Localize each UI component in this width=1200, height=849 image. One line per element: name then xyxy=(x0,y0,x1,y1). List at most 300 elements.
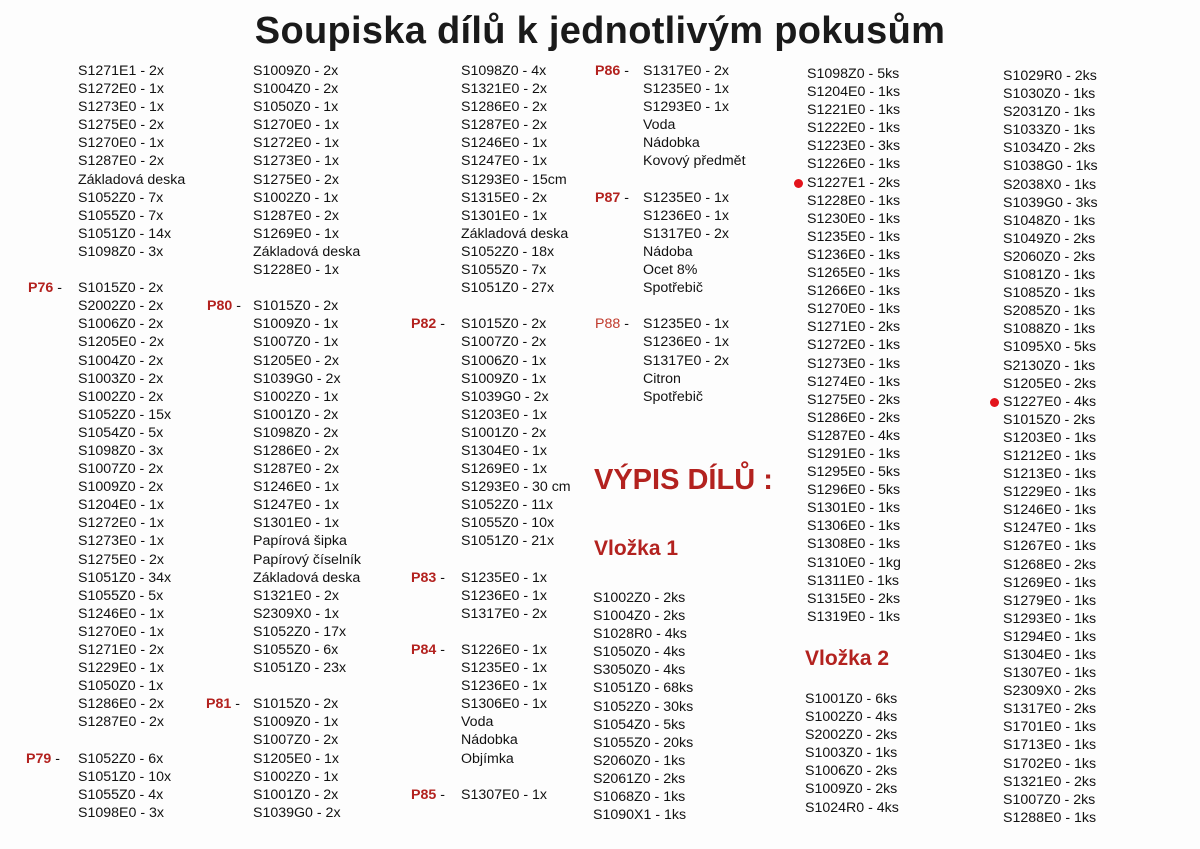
part-text: S1205E0 - 2ks xyxy=(1003,375,1097,392)
part-text: S1050Z0 - 4ks xyxy=(593,644,686,661)
part-line xyxy=(461,370,571,388)
part-line xyxy=(253,731,361,749)
part-line xyxy=(643,370,746,388)
part-text: S1007Z0 - 2x xyxy=(461,334,547,351)
part-line xyxy=(807,445,901,463)
part-text: S2085Z0 - 1ks xyxy=(1003,303,1096,320)
part-line xyxy=(807,174,901,192)
part-text: S1204E0 - 1ks xyxy=(807,84,901,101)
part-text: S1321E0 - 2x xyxy=(461,81,547,98)
part-text: S1272E0 - 1x xyxy=(78,515,164,532)
part-text: S1247E0 - 1ks xyxy=(1003,520,1097,537)
part-line xyxy=(807,210,901,228)
label-dash: - xyxy=(436,786,445,803)
part-line xyxy=(78,80,185,98)
part-line xyxy=(78,98,185,116)
part-text: Základová deska xyxy=(253,243,361,260)
part-text: S1051Z0 - 14x xyxy=(78,225,172,242)
part-line xyxy=(253,406,361,424)
part-line xyxy=(1003,610,1098,628)
part-text: S1266E0 - 1ks xyxy=(807,283,901,300)
part-text: S1054Z0 - 5x xyxy=(78,424,164,441)
part-text: S1052Z0 - 17x xyxy=(253,623,347,640)
part-text: S1055Z0 - 7x xyxy=(461,262,547,279)
part-line xyxy=(78,116,185,134)
part-text: S1304E0 - 1x xyxy=(461,442,547,459)
part-text: S1275E0 - 2x xyxy=(253,171,339,188)
part-line xyxy=(253,442,361,460)
part-line xyxy=(805,744,899,762)
part-line xyxy=(593,806,693,824)
part-line xyxy=(461,514,571,532)
part-text: S1307E0 - 1ks xyxy=(1003,665,1097,682)
part-text: S1271E0 - 2x xyxy=(78,642,164,658)
part-text: S1287E0 - 2x xyxy=(461,117,547,134)
label-dash: - xyxy=(620,63,629,79)
part-line xyxy=(807,336,901,354)
label-dash: - xyxy=(436,569,445,586)
part-line xyxy=(595,189,746,207)
part-text: S1052Z0 - 6x xyxy=(78,750,164,767)
part-text: S1315E0 - 2x xyxy=(461,189,547,206)
part-text: S1295E0 - 5ks xyxy=(807,464,901,481)
part-line xyxy=(411,569,571,587)
part-text: S1009Z0 - 2x xyxy=(253,63,339,79)
part-text: S1024R0 - 4ks xyxy=(805,799,899,816)
part-text: S2060Z0 - 1ks xyxy=(593,752,686,769)
part-text: S1098Z0 - 3x xyxy=(78,243,164,260)
part-line xyxy=(253,496,361,514)
parts-group xyxy=(595,189,746,298)
part-line xyxy=(461,731,571,749)
part-line xyxy=(643,116,746,134)
part-text: Papírový číselník xyxy=(253,551,362,568)
part-line xyxy=(805,799,899,817)
part-text: S1003Z0 - 2x xyxy=(78,370,164,387)
part-line xyxy=(1003,284,1098,302)
part-text: S1321E0 - 2ks xyxy=(1003,773,1097,790)
part-text: S1081Z0 - 1ks xyxy=(1003,267,1096,284)
part-line xyxy=(593,607,693,625)
part-line xyxy=(253,152,361,170)
part-line xyxy=(1003,411,1098,429)
part-text: S1052Z0 - 18x xyxy=(461,243,555,260)
part-text: S1205E0 - 1x xyxy=(253,750,339,767)
part-text: S1052Z0 - 11x xyxy=(461,497,554,514)
part-text: Základová deska xyxy=(78,171,186,188)
part-text: S1098Z0 - 2x xyxy=(253,424,339,441)
part-line xyxy=(461,496,571,514)
part-line xyxy=(593,698,693,716)
part-text: S1205E0 - 2x xyxy=(253,352,339,369)
experiment-label xyxy=(595,189,629,207)
experiment-label xyxy=(595,315,629,333)
part-text: S1009Z0 - 2x xyxy=(78,479,164,496)
parts-group xyxy=(253,62,361,279)
parts-column-4 xyxy=(595,62,746,406)
part-line xyxy=(1003,592,1098,610)
part-text: S1306E0 - 1x xyxy=(461,696,547,713)
part-line xyxy=(461,98,571,116)
part-text: S1275E0 - 2ks xyxy=(807,391,901,408)
part-text: S1051Z0 - 34x xyxy=(78,569,172,586)
part-text: S1229E0 - 1x xyxy=(78,660,164,677)
part-text: S1267E0 - 1ks xyxy=(1003,538,1097,555)
part-line xyxy=(78,786,185,804)
part-line xyxy=(807,463,901,481)
part-text: S1287E0 - 2x xyxy=(78,714,164,731)
part-line xyxy=(253,605,361,623)
part-text: S1265E0 - 1ks xyxy=(807,265,901,282)
part-text: S1009Z0 - 1x xyxy=(461,370,547,387)
part-line xyxy=(253,98,361,116)
experiment-code: P85 xyxy=(411,786,437,803)
part-line xyxy=(253,786,361,804)
part-text: S1235E0 - 1x xyxy=(643,189,729,206)
part-line xyxy=(1003,67,1098,85)
part-line xyxy=(1003,357,1098,375)
part-line xyxy=(807,554,901,572)
part-line xyxy=(807,409,901,427)
part-line xyxy=(807,391,901,409)
part-text: S1223E0 - 3ks xyxy=(807,138,901,155)
part-text: S1004Z0 - 2x xyxy=(78,352,164,369)
part-text: S1702E0 - 1ks xyxy=(1003,755,1097,772)
part-line xyxy=(1003,194,1098,212)
part-text: S1246E0 - 1x xyxy=(253,479,339,496)
part-line xyxy=(253,478,361,496)
part-line xyxy=(1003,664,1098,682)
part-line xyxy=(78,152,185,170)
part-text: Základová deska xyxy=(461,225,569,242)
part-text: S1269E0 - 1x xyxy=(461,461,547,478)
part-line xyxy=(411,641,571,659)
part-line xyxy=(1003,537,1098,555)
part-line xyxy=(593,589,693,607)
part-line xyxy=(807,119,901,137)
part-text: S1033Z0 - 1ks xyxy=(1003,122,1096,139)
part-line xyxy=(253,713,361,731)
part-text: S2130Z0 - 1ks xyxy=(1003,357,1096,374)
part-text: S1002Z0 - 4ks xyxy=(805,709,898,726)
part-text: S1001Z0 - 2x xyxy=(461,424,547,441)
experiment-label xyxy=(28,279,62,297)
part-text: S1235E0 - 1x xyxy=(461,569,547,586)
parts-group xyxy=(807,65,901,626)
part-line xyxy=(78,496,185,514)
part-text: S1307E0 - 1x xyxy=(461,786,547,803)
part-line xyxy=(78,623,185,641)
part-text: S1002Z0 - 1x xyxy=(253,768,339,785)
part-text: S1205E0 - 2x xyxy=(78,334,164,351)
part-line xyxy=(78,713,185,731)
part-text: S1006Z0 - 1x xyxy=(461,352,547,369)
part-line xyxy=(643,333,746,351)
label-dash: - xyxy=(620,189,629,206)
part-line xyxy=(253,587,361,605)
part-line xyxy=(643,388,746,406)
part-text: S1293E0 - 1x xyxy=(643,99,729,116)
part-text: S1271E1 - 2x xyxy=(78,63,164,79)
part-line xyxy=(1003,212,1098,230)
part-line xyxy=(461,80,571,98)
part-text: S1275E0 - 2x xyxy=(78,117,164,134)
part-line xyxy=(78,677,185,695)
part-line xyxy=(78,406,185,424)
part-text: S1039G0 - 2x xyxy=(461,388,549,405)
part-text: S1001Z0 - 2x xyxy=(253,406,339,423)
parts-column-5 xyxy=(807,65,901,626)
part-text: S1085Z0 - 1ks xyxy=(1003,285,1096,302)
part-line xyxy=(78,171,185,189)
part-text: S1247E0 - 1x xyxy=(253,497,339,514)
part-line xyxy=(253,623,361,641)
part-text: S1286E0 - 2x xyxy=(461,99,547,116)
part-line xyxy=(78,587,185,605)
part-line xyxy=(807,300,901,318)
part-line xyxy=(253,460,361,478)
part-line xyxy=(595,315,746,333)
part-text: S1293E0 - 30 cm xyxy=(461,479,571,496)
label-dash: - xyxy=(436,316,445,333)
part-text: S1236E0 - 1x xyxy=(461,678,547,695)
part-text: S1009Z0 - 1x xyxy=(253,316,339,333)
parts-group xyxy=(28,279,185,731)
part-line xyxy=(1003,755,1098,773)
label-dash: - xyxy=(232,298,241,315)
part-line xyxy=(593,752,693,770)
part-text: S1068Z0 - 1ks xyxy=(593,789,686,806)
part-line xyxy=(805,726,899,744)
part-line xyxy=(807,228,901,246)
part-text: S1098Z0 - 3x xyxy=(78,442,164,459)
experiment-code: P84 xyxy=(411,642,437,658)
part-line xyxy=(461,460,571,478)
part-line xyxy=(78,569,185,587)
part-line xyxy=(593,643,693,661)
part-text: S1296E0 - 5ks xyxy=(807,482,901,499)
part-text: S1054Z0 - 5ks xyxy=(593,716,686,733)
parts-group xyxy=(461,62,571,297)
part-text: S1274E0 - 1ks xyxy=(807,373,901,390)
part-text: S1055Z0 - 20ks xyxy=(593,734,694,751)
part-text: S1246E0 - 1ks xyxy=(1003,502,1097,519)
part-text: Spotřebič xyxy=(643,388,703,405)
experiment-label xyxy=(206,695,240,713)
part-line xyxy=(805,708,899,726)
part-text: S1317E0 - 2x xyxy=(643,352,729,369)
part-line xyxy=(807,282,901,300)
part-line xyxy=(807,83,901,101)
part-line xyxy=(593,734,693,752)
experiment-code: P79 xyxy=(26,750,52,767)
parts-group xyxy=(78,62,185,261)
part-line xyxy=(1003,646,1098,664)
part-text: S1246E0 - 1x xyxy=(461,135,547,152)
part-text: S1088Z0 - 1ks xyxy=(1003,321,1096,338)
part-text: Nádobka xyxy=(643,135,700,152)
part-line xyxy=(1003,230,1098,248)
part-line xyxy=(805,762,899,780)
part-text: S1051Z0 - 23x xyxy=(253,660,347,677)
part-text: Základová deska xyxy=(253,569,361,586)
part-line xyxy=(1003,248,1098,266)
part-text: S1269E0 - 1x xyxy=(253,225,339,242)
part-line xyxy=(1003,574,1098,592)
part-line xyxy=(595,62,746,80)
part-line xyxy=(807,572,901,590)
part-line xyxy=(253,768,361,786)
part-line xyxy=(1003,176,1098,194)
part-text: S1015Z0 - 2x xyxy=(253,696,339,713)
part-text: S1051Z0 - 27x xyxy=(461,280,555,297)
part-text: S1039G0 - 2x xyxy=(253,370,341,387)
part-line xyxy=(78,695,185,713)
part-line xyxy=(253,388,361,406)
part-line xyxy=(1003,85,1098,103)
part-line xyxy=(253,424,361,442)
part-text: S1204E0 - 1x xyxy=(78,497,164,514)
part-text: S1226E0 - 1x xyxy=(461,642,547,658)
vlozka-2-heading: Vložka 2 xyxy=(805,647,890,670)
part-text: S1287E0 - 2x xyxy=(78,153,164,170)
part-text: S1009Z0 - 1x xyxy=(253,714,339,731)
part-line xyxy=(807,65,901,83)
part-text: Voda xyxy=(461,714,494,731)
part-line xyxy=(461,279,571,297)
part-text: S1015Z0 - 2ks xyxy=(1003,411,1096,428)
part-text: S1028R0 - 4ks xyxy=(593,626,687,643)
part-line xyxy=(807,590,901,608)
part-line xyxy=(78,315,185,333)
part-text: S1319E0 - 1ks xyxy=(807,608,901,625)
label-dash: - xyxy=(231,696,240,713)
part-text: S1301E0 - 1ks xyxy=(807,500,901,517)
part-line xyxy=(461,333,571,351)
experiment-label xyxy=(411,569,445,587)
part-text: S1055Z0 - 6x xyxy=(253,642,339,658)
part-line xyxy=(1003,429,1098,447)
part-line xyxy=(253,171,361,189)
part-line xyxy=(1003,465,1098,483)
parts-group xyxy=(411,786,571,804)
part-text: S1007Z0 - 2x xyxy=(253,732,339,749)
part-text: S1055Z0 - 5x xyxy=(78,587,164,604)
part-line xyxy=(461,478,571,496)
part-line xyxy=(78,442,185,460)
part-text: S1301E0 - 1x xyxy=(461,207,547,224)
part-line xyxy=(253,207,361,225)
part-text: S1272E0 - 1x xyxy=(78,81,164,98)
part-line xyxy=(1003,393,1098,411)
part-text: S1294E0 - 1ks xyxy=(1003,628,1097,645)
parts-group xyxy=(595,315,746,405)
part-line xyxy=(461,352,571,370)
part-line xyxy=(78,62,185,80)
part-line xyxy=(253,62,361,80)
part-line xyxy=(461,442,571,460)
part-text: S1272E0 - 1ks xyxy=(807,337,901,354)
part-text: S1268E0 - 2ks xyxy=(1003,556,1097,573)
experiment-code: P83 xyxy=(411,569,437,586)
part-line xyxy=(253,333,361,351)
experiment-code: P82 xyxy=(411,316,437,333)
part-text: S1273E0 - 1x xyxy=(78,533,164,550)
part-text: S1270E0 - 1x xyxy=(78,623,164,640)
part-text: S1055Z0 - 10x xyxy=(461,515,555,532)
part-line xyxy=(807,355,901,373)
part-line xyxy=(253,370,361,388)
part-line xyxy=(643,243,746,261)
part-line xyxy=(28,279,185,297)
part-text: S1038G0 - 1ks xyxy=(1003,158,1098,175)
part-line xyxy=(643,98,746,116)
part-line xyxy=(253,532,361,550)
parts-column-6 xyxy=(1003,67,1098,827)
vypis-dilu-heading: VÝPIS DÍLŮ : xyxy=(594,464,773,496)
part-line xyxy=(643,352,746,370)
parts-column-1 xyxy=(26,62,186,822)
part-text: Ocet 8% xyxy=(643,262,698,279)
part-line xyxy=(78,243,185,261)
part-line xyxy=(461,677,571,695)
parts-group xyxy=(206,695,361,822)
part-text: S2061Z0 - 2ks xyxy=(593,770,686,787)
part-text: S1049Z0 - 2ks xyxy=(1003,230,1096,247)
part-line xyxy=(807,318,901,336)
part-text: S1246E0 - 1x xyxy=(78,605,164,622)
part-text: S1291E0 - 1ks xyxy=(807,445,901,462)
part-line xyxy=(461,424,571,442)
part-line xyxy=(78,134,185,152)
experiment-code: P86 xyxy=(595,63,621,79)
part-line xyxy=(643,261,746,279)
part-text: S1052Z0 - 15x xyxy=(78,406,172,423)
part-line xyxy=(1003,338,1098,356)
part-line xyxy=(461,62,571,80)
part-line xyxy=(807,499,901,517)
part-line xyxy=(461,750,571,768)
part-text: S1269E0 - 1ks xyxy=(1003,574,1097,591)
part-line xyxy=(78,659,185,677)
part-text: S1317E0 - 2ks xyxy=(1003,701,1097,718)
part-line xyxy=(253,261,361,279)
part-line xyxy=(1003,773,1098,791)
part-text: S1247E0 - 1x xyxy=(461,153,547,170)
parts-group xyxy=(411,569,571,623)
part-line xyxy=(253,750,361,768)
part-text: S1055Z0 - 7x xyxy=(78,207,164,224)
part-text: Citron xyxy=(643,370,681,387)
part-line xyxy=(78,605,185,623)
parts-group xyxy=(1003,67,1098,827)
part-text: S1235E0 - 1x xyxy=(643,316,729,333)
part-text: S1009Z0 - 2ks xyxy=(805,781,898,798)
part-line xyxy=(1003,682,1098,700)
part-line xyxy=(26,750,185,768)
part-line xyxy=(1003,809,1098,827)
part-line xyxy=(461,713,571,731)
part-text: S1051Z0 - 21x xyxy=(461,533,555,550)
part-line xyxy=(78,297,185,315)
part-line xyxy=(253,134,361,152)
part-text: S1034Z0 - 2ks xyxy=(1003,140,1096,157)
part-text: S1006Z0 - 2ks xyxy=(805,763,898,780)
part-text: S1098E0 - 3x xyxy=(78,804,164,821)
page-title: Soupiska dílů k jednotlivým pokusům xyxy=(254,10,946,52)
part-line xyxy=(253,551,361,569)
part-text: S1212E0 - 1ks xyxy=(1003,447,1097,464)
